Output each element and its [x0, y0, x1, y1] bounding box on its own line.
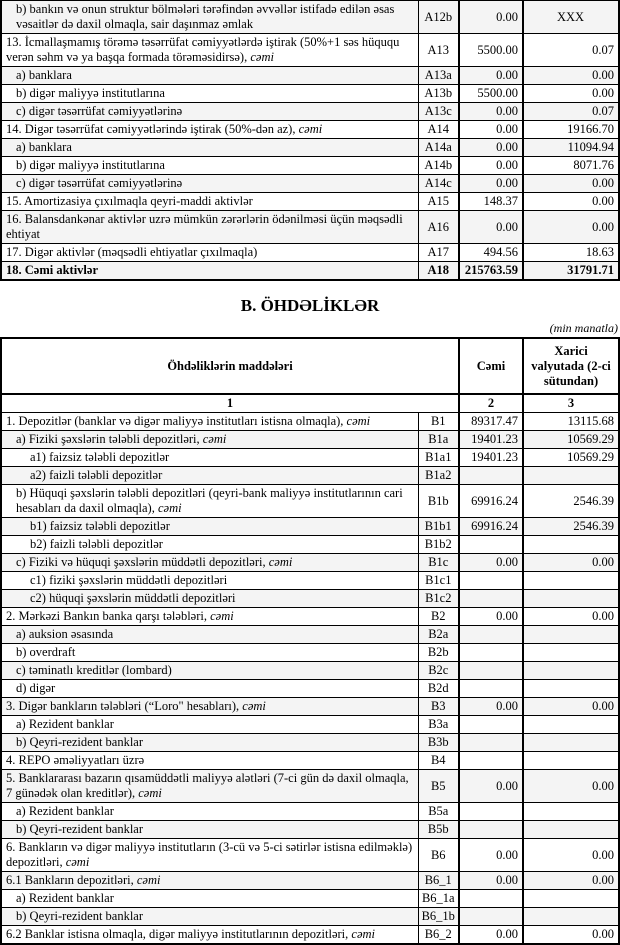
row-label: 15. Amortizasiya çıxılmaqla qeyri-maddi aktivlər: [1, 193, 418, 211]
row-label: 18. Cəmi aktivlər: [1, 262, 418, 281]
row-label: 16. Balansdankənar aktivlər uzrə mümkün zərərlərin ödənilməsi üçün məqsədli ehtiyat: [1, 211, 418, 244]
row-total-value: [459, 752, 523, 770]
row-total-value: 0.00: [459, 103, 523, 121]
row-code: A17: [418, 244, 459, 262]
row-code: A18: [418, 262, 459, 281]
table-row: [1, 193, 619, 211]
table-row: [1, 211, 619, 244]
row-code: A14c: [418, 175, 459, 193]
row-total-value: [459, 662, 523, 680]
table-row: [1, 431, 619, 449]
row-foreign-currency-value: 0.00: [523, 770, 619, 803]
row-total-value: 69916.24: [459, 485, 523, 518]
row-foreign-currency-value: [523, 644, 619, 662]
row-foreign-currency-value: [523, 803, 619, 821]
row-code: B1a: [418, 431, 459, 449]
row-code: A13c: [418, 103, 459, 121]
header-foreign-label: Xarici valyutada (2-ci sütundan): [523, 338, 619, 394]
table-row: [1, 67, 619, 85]
row-code: A14b: [418, 157, 459, 175]
row-foreign-currency-value: 31791.71: [523, 262, 619, 281]
table-row: [1, 734, 619, 752]
row-code: A13: [418, 34, 459, 67]
row-label: 5. Banklararası bazarın qısamüddətli maliyyə alətləri (7-ci gün də daxil olmaqla, 7 günədək olan kreditlər), cəmi: [1, 770, 418, 803]
row-total-value: 148.37: [459, 193, 523, 211]
row-code: A14: [418, 121, 459, 139]
row-total-value: [459, 680, 523, 698]
row-label: a) Rezident banklar: [1, 890, 418, 908]
row-label: 2. Mərkəzi Bankın banka qarşı tələbləri, cəmi: [1, 608, 418, 626]
row-code: B1c2: [418, 590, 459, 608]
row-total-value: [459, 590, 523, 608]
row-label: c2) hüquqi şəxslərin müddətli depozitləri: [1, 590, 418, 608]
table-row: [1, 572, 619, 590]
row-total-value: 0.00: [459, 926, 523, 945]
row-foreign-currency-value: 8071.76: [523, 157, 619, 175]
table-row: [1, 662, 619, 680]
row-label: b1) faizsiz tələbli depozitlər: [1, 518, 418, 536]
row-label: b) Hüquqi şəxslərin tələbli depozitləri (qeyri-bank maliyyə institutlarının cari hesabları da daxil olmaqla), cəmi: [1, 485, 418, 518]
row-label: 6. Bankların və digər maliyyə institutların (3-cü və 5-ci sətirlər istisna edilməklə) depozitləri, cəmi: [1, 839, 418, 872]
row-total-value: 5500.00: [459, 85, 523, 103]
row-label: 1. Depozitlər (banklar və digər maliyyə institutları istisna olmaqla), cəmi: [1, 413, 418, 431]
column-number-row: [1, 394, 619, 413]
row-foreign-currency-value: 2546.39: [523, 518, 619, 536]
row-code: B3a: [418, 716, 459, 734]
row-code: A14a: [418, 139, 459, 157]
row-total-value: 0.00: [459, 698, 523, 716]
row-code: B1b: [418, 485, 459, 518]
row-foreign-currency-value: XXX: [523, 1, 619, 34]
row-foreign-currency-value: [523, 908, 619, 926]
row-foreign-currency-value: 19166.70: [523, 121, 619, 139]
row-code: B3: [418, 698, 459, 716]
row-label: b) overdraft: [1, 644, 418, 662]
row-label: b) bankın və onun struktur bölmələri tərəfindən əvvəllər istifadə edilən əsas vəsaitlər də daxil olmaqla, sair daşınmaz əmlak: [1, 1, 418, 34]
assets-table-continuation: [0, 0, 620, 281]
row-code: A13b: [418, 85, 459, 103]
table-row: [1, 626, 619, 644]
table-row: [1, 770, 619, 803]
row-total-value: 0.00: [459, 872, 523, 890]
row-label: a2) faizli tələbli depozitlər: [1, 467, 418, 485]
row-label: b) Qeyri-rezident banklar: [1, 821, 418, 839]
row-label: d) digər: [1, 680, 418, 698]
row-code: B6_2: [418, 926, 459, 945]
table-row: [1, 803, 619, 821]
row-code: A13a: [418, 67, 459, 85]
table-row: [1, 103, 619, 121]
table-row: [1, 926, 619, 945]
row-code: B6_1: [418, 872, 459, 890]
row-code: B6: [418, 839, 459, 872]
row-foreign-currency-value: [523, 890, 619, 908]
row-foreign-currency-value: 18.63: [523, 244, 619, 262]
row-label: a) banklara: [1, 67, 418, 85]
row-total-value: 0.00: [459, 770, 523, 803]
column-number-1: 1: [1, 394, 459, 413]
row-foreign-currency-value: 2546.39: [523, 485, 619, 518]
row-code: B6_1a: [418, 890, 459, 908]
row-total-value: [459, 536, 523, 554]
row-foreign-currency-value: 0.00: [523, 211, 619, 244]
row-label: a) banklara: [1, 139, 418, 157]
row-foreign-currency-value: [523, 590, 619, 608]
row-foreign-currency-value: [523, 752, 619, 770]
row-label: a) Rezident banklar: [1, 803, 418, 821]
row-code: B5a: [418, 803, 459, 821]
row-total-value: [459, 467, 523, 485]
row-foreign-currency-value: 0.07: [523, 34, 619, 67]
row-total-value: [459, 890, 523, 908]
row-code: A12b: [418, 1, 459, 34]
row-label: a1) faizsiz tələbli depozitlər: [1, 449, 418, 467]
row-total-value: 0.00: [459, 157, 523, 175]
row-total-value: 494.56: [459, 244, 523, 262]
row-total-value: 0.00: [459, 1, 523, 34]
row-code: B1: [418, 413, 459, 431]
row-total-value: 89317.47: [459, 413, 523, 431]
row-total-value: [459, 908, 523, 926]
row-foreign-currency-value: [523, 680, 619, 698]
row-foreign-currency-value: 11094.94: [523, 139, 619, 157]
row-foreign-currency-value: 10569.29: [523, 449, 619, 467]
row-label: c) digər təsərrüfat cəmiyyətlərinə: [1, 175, 418, 193]
row-code: B2b: [418, 644, 459, 662]
row-code: B1b1: [418, 518, 459, 536]
row-foreign-currency-value: [523, 572, 619, 590]
row-foreign-currency-value: [523, 734, 619, 752]
row-label: 17. Digər aktivlər (məqsədli ehtiyatlar çıxılmaqla): [1, 244, 418, 262]
table-row: [1, 157, 619, 175]
row-total-value: 0.00: [459, 839, 523, 872]
row-code: A16: [418, 211, 459, 244]
row-foreign-currency-value: 0.00: [523, 608, 619, 626]
row-foreign-currency-value: 0.00: [523, 193, 619, 211]
row-label: c) digər təsərrüfat cəmiyyətlərinə: [1, 103, 418, 121]
row-foreign-currency-value: 0.00: [523, 839, 619, 872]
row-total-value: [459, 821, 523, 839]
row-foreign-currency-value: [523, 626, 619, 644]
row-total-value: 0.00: [459, 139, 523, 157]
table-row: [1, 518, 619, 536]
header-items-label: Öhdəliklərin maddələri: [1, 338, 459, 394]
table-row: [1, 590, 619, 608]
table-row: [1, 644, 619, 662]
row-label: c1) fiziki şəxslərin müddətli depozitləri: [1, 572, 418, 590]
table-row: [1, 244, 619, 262]
table-row: [1, 413, 619, 431]
table-row: [1, 554, 619, 572]
table-row: [1, 839, 619, 872]
row-total-value: 69916.24: [459, 518, 523, 536]
row-foreign-currency-value: 13115.68: [523, 413, 619, 431]
row-foreign-currency-value: 0.00: [523, 872, 619, 890]
row-foreign-currency-value: [523, 536, 619, 554]
row-label: 3. Digər bankların tələbləri (“Loro" hesabları), cəmi: [1, 698, 418, 716]
row-label: 6.2 Banklar istisna olmaqla, digər maliyyə institutlarının depozitləri, cəmi: [1, 926, 418, 945]
table-row: [1, 752, 619, 770]
row-label: b) Qeyri-rezident banklar: [1, 734, 418, 752]
row-label: a) Fiziki şəxslərin tələbli depozitləri, cəmi: [1, 431, 418, 449]
row-foreign-currency-value: [523, 467, 619, 485]
row-foreign-currency-value: 0.00: [523, 175, 619, 193]
row-code: B3b: [418, 734, 459, 752]
row-foreign-currency-value: 10569.29: [523, 431, 619, 449]
row-foreign-currency-value: 0.00: [523, 67, 619, 85]
row-code: B1c1: [418, 572, 459, 590]
row-total-value: [459, 734, 523, 752]
row-code: B1b2: [418, 536, 459, 554]
row-total-value: 0.00: [459, 175, 523, 193]
row-total-value: 215763.59: [459, 262, 523, 281]
row-foreign-currency-value: 0.00: [523, 554, 619, 572]
row-label: b) digər maliyyə institutlarına: [1, 85, 418, 103]
row-code: B1c: [418, 554, 459, 572]
row-label: 4. REPO əməliyyatları üzrə: [1, 752, 418, 770]
row-total-value: 0.00: [459, 67, 523, 85]
table-row: [1, 608, 619, 626]
row-label: a) Rezident banklar: [1, 716, 418, 734]
row-total-value: 0.00: [459, 554, 523, 572]
table-row: [1, 139, 619, 157]
row-label: b2) faizli tələbli depozitlər: [1, 536, 418, 554]
table-row: [1, 262, 619, 281]
row-label: c) təminatlı kreditlər (lombard): [1, 662, 418, 680]
row-total-value: 5500.00: [459, 34, 523, 67]
row-foreign-currency-value: [523, 716, 619, 734]
row-foreign-currency-value: [523, 662, 619, 680]
row-code: B2: [418, 608, 459, 626]
row-label: b) digər maliyyə institutlarına: [1, 157, 418, 175]
row-label: c) Fiziki və hüquqi şəxslərin müddətli depozitləri, cəmi: [1, 554, 418, 572]
row-total-value: [459, 803, 523, 821]
table-row: [1, 908, 619, 926]
table-row: [1, 680, 619, 698]
row-foreign-currency-value: 0.00: [523, 85, 619, 103]
row-foreign-currency-value: 0.07: [523, 103, 619, 121]
table-row: [1, 821, 619, 839]
table-row: [1, 536, 619, 554]
row-code: B5b: [418, 821, 459, 839]
row-label: 13. İcmallaşmamış törəmə təsərrüfat cəmiyyətlərdə iştirak (50%+1 səs hüququ verən səhm və ya başqa formada törəməsidirsə), cəmi: [1, 34, 418, 67]
row-total-value: [459, 626, 523, 644]
row-total-value: [459, 572, 523, 590]
row-code: A15: [418, 193, 459, 211]
table-row: [1, 890, 619, 908]
table-row: [1, 872, 619, 890]
row-label: 14. Digər təsərrüfat cəmiyyətlərində iştirak (50%-dən az), cəmi: [1, 121, 418, 139]
row-total-value: 19401.23: [459, 431, 523, 449]
liabilities-header-row: [1, 338, 619, 394]
liabilities-table: [0, 337, 620, 945]
row-code: B2d: [418, 680, 459, 698]
row-code: B1a2: [418, 467, 459, 485]
row-total-value: [459, 644, 523, 662]
table-row: [1, 449, 619, 467]
section-b-title: B. ÖHDƏLİKLƏR: [240, 296, 380, 315]
column-number-3: 3: [523, 394, 619, 413]
table-row: [1, 716, 619, 734]
row-total-value: [459, 716, 523, 734]
table-row: [1, 175, 619, 193]
header-total-label: Cəmi: [459, 338, 523, 394]
table-row: [1, 467, 619, 485]
row-total-value: 19401.23: [459, 449, 523, 467]
row-label: 6.1 Bankların depozitləri, cəmi: [1, 872, 418, 890]
row-total-value: 0.00: [459, 211, 523, 244]
row-foreign-currency-value: [523, 821, 619, 839]
row-label: b) Qeyri-rezident banklar: [1, 908, 418, 926]
units-note: (min manatla): [549, 321, 618, 335]
row-foreign-currency-value: 0.00: [523, 698, 619, 716]
row-code: B4: [418, 752, 459, 770]
row-foreign-currency-value: 0.00: [523, 926, 619, 945]
row-code: B2c: [418, 662, 459, 680]
table-row: [1, 1, 619, 34]
table-row: [1, 485, 619, 518]
table-row: [1, 34, 619, 67]
table-row: [1, 698, 619, 716]
table-row: [1, 121, 619, 139]
row-total-value: 0.00: [459, 608, 523, 626]
row-code: B1a1: [418, 449, 459, 467]
column-number-2: 2: [459, 394, 523, 413]
table-row: [1, 85, 619, 103]
row-code: B5: [418, 770, 459, 803]
row-code: B6_1b: [418, 908, 459, 926]
row-code: B2a: [418, 626, 459, 644]
row-total-value: 0.00: [459, 121, 523, 139]
row-label: a) auksion əsasında: [1, 626, 418, 644]
